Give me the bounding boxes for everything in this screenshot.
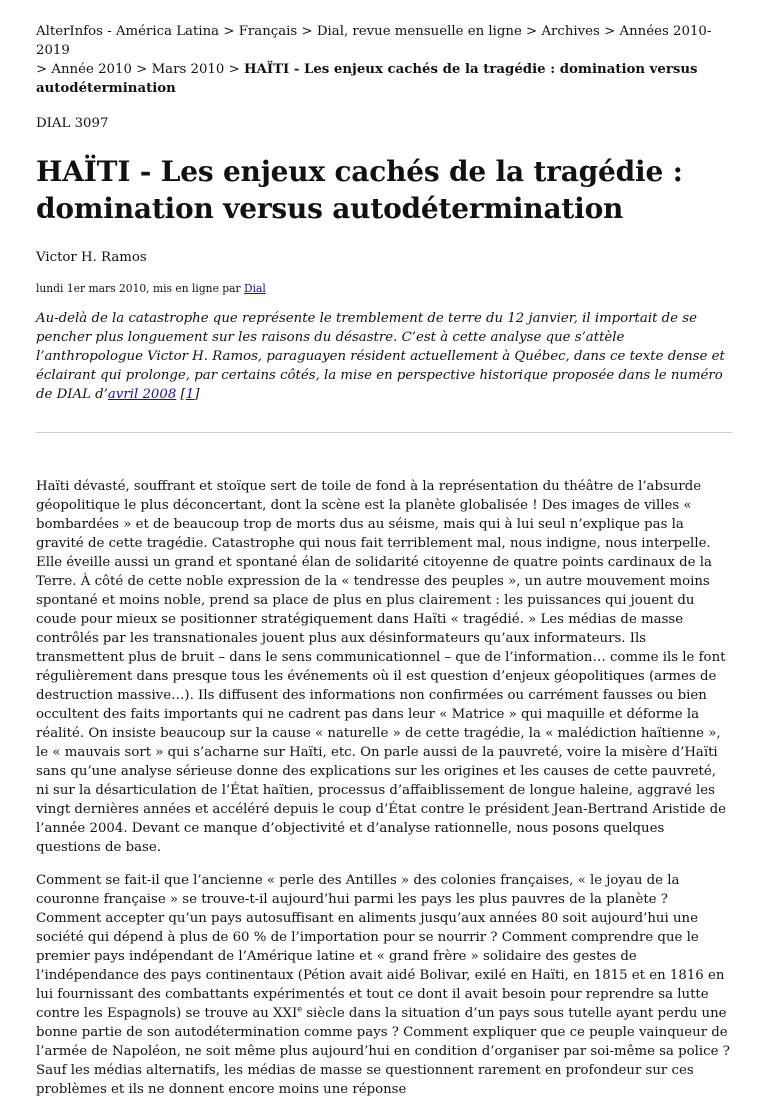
breadcrumb-link-mars-2010[interactable]: Mars 2010 [151, 62, 225, 77]
publisher-link[interactable]: Dial [244, 282, 266, 295]
breadcrumb-separator: > [301, 24, 313, 39]
breadcrumb-separator: > [136, 62, 148, 77]
body-paragraph-2 [36, 871, 732, 1099]
breadcrumb-separator: > [604, 24, 616, 39]
lead-text: Au-delà de la catastrophe que représente le tremblement de terre du 12 janvier, il importait de se pencher plus longuement sur les raisons du désastre. C’est à cette analyse que s’attèle l’anthropologue Victor H. Ramos, paraguayen résident actuellement à Québec, dans ce texte dense et éclairant qui prolonge, par certains côtés, la mise en perspective historique proposée dans le numéro de DIAL d’ [36, 311, 725, 402]
breadcrumb-separator: > [223, 24, 235, 39]
article-body [36, 477, 732, 1099]
breadcrumb-separator: > [36, 62, 48, 77]
superscript-e: e [297, 1004, 302, 1014]
footnote-bracket-close: ] [194, 387, 200, 402]
body-paragraph-1: Haïti dévasté, souffrant et stoïque sert de toile de fond à la représentation du théâtre de l’absurde géopolitique le plus déconcertant, dont la scène est la planète globalisée ! Des images de villes « bombardées » et de beaucoup trop de morts dus au séisme, mais qui à lui seul n’explique pas la gravité de cette tragédie. Catastrophe qui nous fait terriblement mal, nous indigne, nous interpelle. Elle éveille aussi un grand et spontané élan de solidarité citoyenne de quatre points cardinaux de la Terre. À côté de cette noble expression de la « tendresse des peuples », un autre mouvement moins spontané et moins noble, prend sa place de plus en plus clairement : les puissances qui jouent du coude pour mieux se positionner stratégiquement dans Haïti « tragédié. » Les médias de masse contrôlés par les transnationales jouent plus aux désinformateurs qu’aux informateurs. Ils transmettent plus de bruit – dans le sens communicationnel – que de l’information… comme ils le font régulièrement dans presque tous les événements où il est question d’enjeux géopolitiques (armes de destruction massive…). Ils diffusent des informations non confirmées ou carrément fausses ou bien occultent des faits importants qui ne cadrent pas dans leur « Matrice » qui maquille et déforme la réalité. On insiste beaucoup sur la cause « naturelle » de cette tragédie, la « malédiction haïtienne », le « mauvais sort » qui s’acharne sur Haïti, etc. On parle aussi de la pauvreté, voire la misère d’Haïti sans qu’une analyse sérieuse donne des explications sur les origines et les causes de cette pauvreté, ni sur la désarticulation de l’État haïtien, processus d’affaiblissement de longue haleine, aggravé les vingt dernières années et accéléré depuis le coup d’État contre le président Jean-Bertrand Aristide de l’année 2004. Devant ce manque d’objectivité et d’analyse rationnelle, nous posons quelques questions de base. [36, 479, 727, 855]
breadcrumb-link-francais[interactable]: Français [238, 24, 298, 39]
breadcrumb [36, 22, 732, 98]
lead-link-avril-2008[interactable]: avril 2008 [107, 387, 177, 402]
article-dateline [36, 281, 732, 296]
footnote-link-1[interactable]: 1 [185, 387, 195, 402]
breadcrumb-link-alterinfos[interactable]: AlterInfos - América Latina [36, 24, 220, 39]
article-author: Victor H. Ramos [36, 250, 147, 265]
article-title: HAÏTI - Les enjeux cachés de la tragédie : domination versus autodétermination [36, 155, 683, 225]
article-lead [36, 309, 732, 404]
breadcrumb-separator: > [228, 62, 240, 77]
breadcrumb-link-archives[interactable]: Archives [541, 24, 600, 39]
footnote-bracket-open: [ [176, 387, 186, 402]
paragraph-2-text-start: Comment se fait-il que l’ancienne « perle des Antilles » des colonies françaises, « le joyau de la couronne française » se trouve-t-il aujourd’hui parmi les pays les plus pauvres de la planète ? Comment accepter qu’un pays autosuffisant en aliments jusqu’aux années 80 soit aujourd’hui une société qui dépend à plus de 60 % de l’importation pour se nourrir ? Comment comprendre que le premier pays indépendant de l’Amérique latine et « grand frère » solidaire des gestes de l’indépendance des pays continentaux (Pétion avait aidé Bolivar, exilé en Haïti, en 1815 et en 1816 en lui fournissant des combattants expérimentés et tout ce dont il avait besoin pour reprendre sa lutte contre les Espagnols) se trouve au XXI [36, 873, 725, 1021]
breadcrumb-link-dial[interactable]: Dial, revue mensuelle en ligne [316, 24, 522, 39]
breadcrumb-separator: > [526, 24, 538, 39]
breadcrumb-link-annee-2010[interactable]: Année 2010 [51, 62, 132, 77]
dateline-text: lundi 1er mars 2010, mis en ligne par [36, 282, 245, 295]
paragraph-2-text-end: siècle dans la situation d’un pays sous tutelle ayant perdu une bonne partie de son autodétermination comme pays ? Comment expliquer que ce peuple vainqueur de l’armée de Napoléon, ne soit même plus aujourd’hui en condition d’organiser par soi-même sa police ? Sauf les médias alternatifs, les médias de masse se questionnent rarement en profondeur sur ces problèmes et ils ne donnent encore moins une réponse [36, 1006, 730, 1097]
breadcrumb-link-annees-2010-2019[interactable]: Années 2010-2019 [36, 24, 712, 58]
section-divider [36, 432, 732, 433]
dial-number: DIAL 3097 [36, 116, 109, 131]
breadcrumb-current: HAÏTI - Les enjeux cachés de la tragédie : domination versus autodétermination [36, 62, 698, 96]
